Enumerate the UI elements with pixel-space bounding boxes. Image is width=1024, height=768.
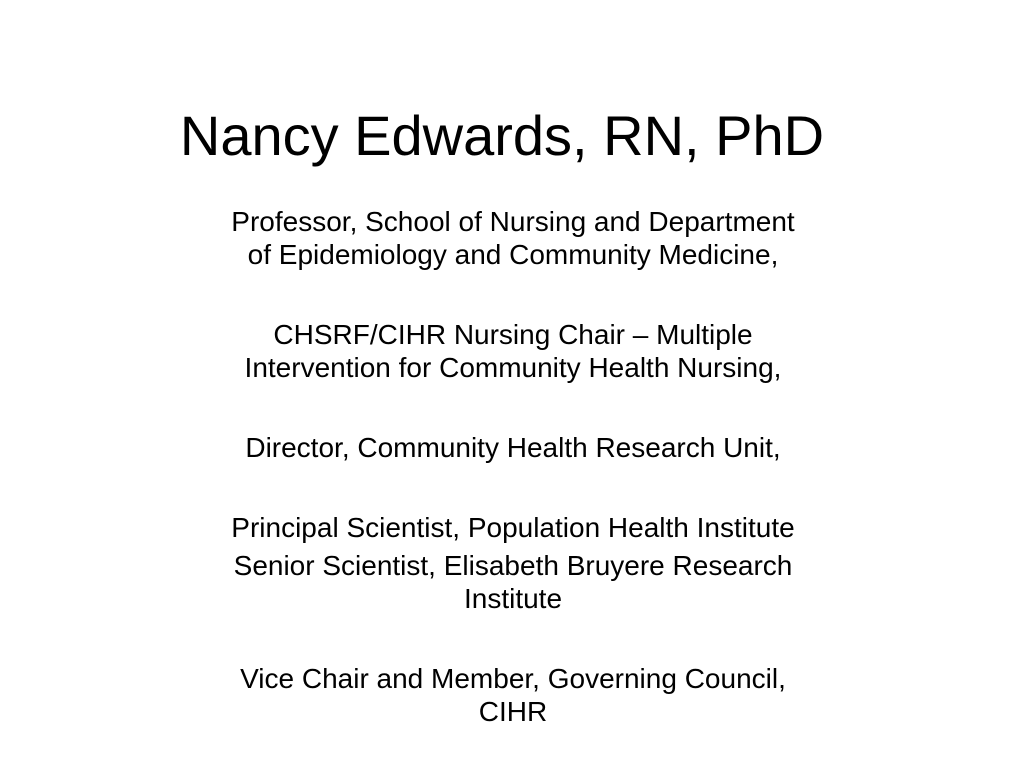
text-line: Senior Scientist, Elisabeth Bruyere Research bbox=[233, 550, 793, 581]
text-line: Principal Scientist, Population Health Institute bbox=[231, 512, 795, 543]
text-line: Vice Chair and Member, Governing Council, bbox=[240, 663, 786, 694]
paragraph-senior-scientist bbox=[140, 549, 886, 615]
paragraph-principal-scientist bbox=[140, 511, 886, 544]
text-line: CIHR bbox=[478, 696, 548, 727]
text-line: of Epidemiology and Community Medicine, bbox=[247, 239, 779, 270]
text-line: Institute bbox=[463, 583, 563, 614]
paragraph-director bbox=[140, 431, 886, 464]
text-line: Professor, School of Nursing and Department bbox=[231, 206, 795, 237]
text-line: Director, Community Health Research Unit, bbox=[245, 432, 781, 463]
paragraph-professor bbox=[140, 205, 886, 271]
slide-body bbox=[140, 205, 886, 728]
slide-title: Nancy Edwards, RN, PhD bbox=[179, 104, 825, 167]
text-line: Intervention for Community Health Nursing, bbox=[244, 352, 782, 383]
text-line: CHSRF/CIHR Nursing Chair – Multiple bbox=[273, 319, 753, 350]
paragraph-vice-chair bbox=[140, 662, 886, 728]
paragraph-nursing-chair bbox=[140, 318, 886, 384]
